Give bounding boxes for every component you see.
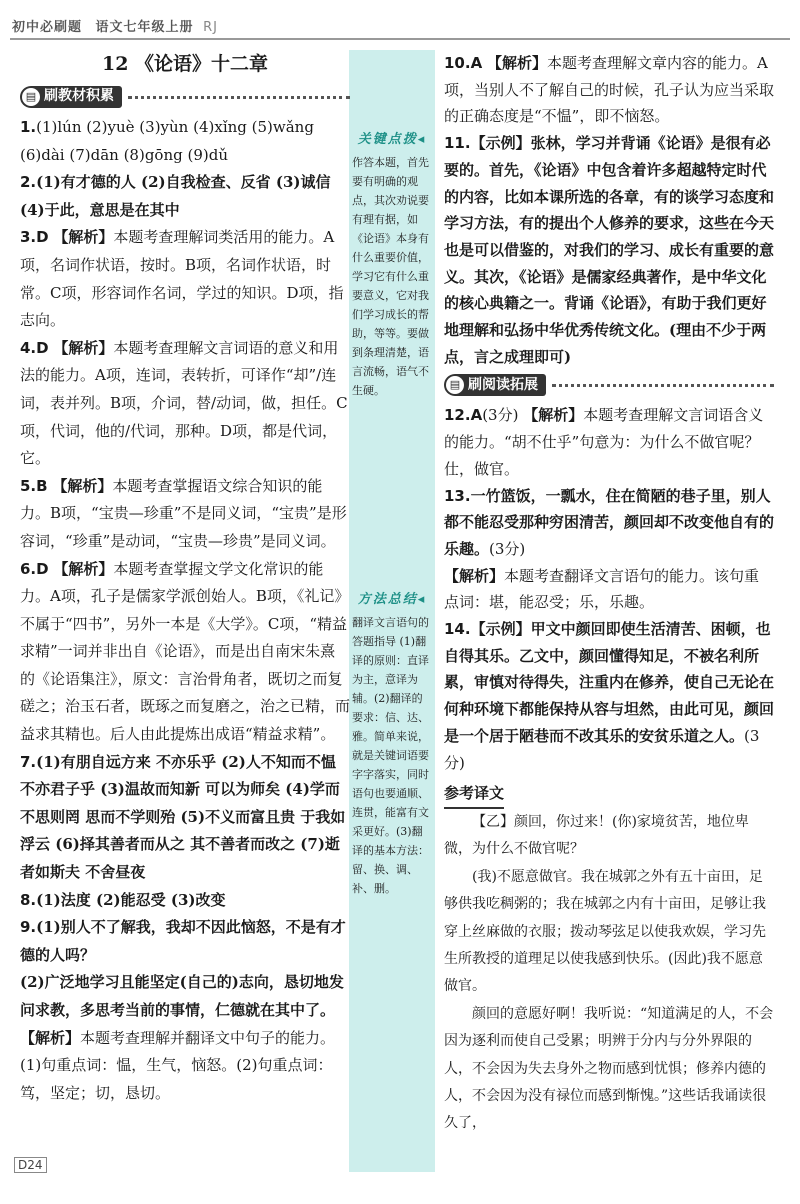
dotted-divider <box>128 96 350 99</box>
header-book: 初中必刷题 <box>12 20 83 35</box>
sidebar-note-key-tips <box>352 130 432 400</box>
answer-item: 4.D 【解析】本题考查理解文言词语的意义和用法的能力。A项，连词，表转折，可译作“却”/连词，表并列。B项，介词，替/动词，做，担任。C项，代词，他的/代词，那种。D项，都是代词，它。 <box>20 338 348 468</box>
dotted-divider <box>552 384 774 387</box>
header-divider <box>10 38 790 40</box>
page-number: D24 <box>14 1157 47 1173</box>
header-edition: RJ <box>203 20 218 35</box>
header-subject: 语文七年级上册 <box>95 20 194 35</box>
left-column <box>20 50 350 1107</box>
section-header-textbook <box>20 84 350 110</box>
answer-item: 11.【示例】张林，学习并背诵《论语》是很有必要的。首先，《论语》中包含着许多超越特定时代的内容，比如本课所选的各章，有的谈学习态度和学习方法，有的提出个人修养的要求，这些在今天也是可以借鉴的，对我们的学习、成长有重要的意义。其次，《论语》是儒家经典著作，是中华文化的核心典籍之一。背诵《论语》，有助于我们更好地理解和弘扬中华优秀传统文化。(理由不少于两点，言之成理即可) <box>444 134 775 366</box>
sidebar-note-body: 作答本题，首先要有明确的观点，其次劝说要有理有据，如《论语》本身有什么重要价值，学习它有什么重要意义，它对我们学习成长的帮助，等等。要做到条理清楚，语言流畅，语气不生硬。 <box>352 156 429 397</box>
translation-paragraph: (我)不愿意做官。我在城郭之外有五十亩田，足够供我吃稠粥的；我在城郭之内有十亩田，足够让我穿上丝麻做的衣服；拨动琴弦足以使我欢娱，学习先生所教授的道理足以使我感到快乐。(因此)我不愿意做官。 <box>444 868 766 995</box>
header-text <box>12 16 218 35</box>
sidebar-note-body: 翻译文言语句的答题指导 (1)翻译的原则：直译为主，意译为辅。(2)翻译的要求：信、达、雅。简单来说，就是关键词语要字字落实，同时语句也要通顺、连贯，能富有文采更好。(3)翻译的基本方法：留、换、调、补、删。 <box>352 616 429 895</box>
section-badge: ▤ 刷教材积累 <box>20 86 122 108</box>
section-badge: ▤ 刷阅读拓展 <box>444 374 546 396</box>
book-icon: ▤ <box>22 88 40 106</box>
answer-item-continued: (2)广泛地学习且能坚定(自己的)志向，恳切地发问求教，多思考当前的事情，仁德就在其中了。 <box>20 973 344 1019</box>
answer-item: 8.(1)法度 (2)能忍受 (3)改变 <box>20 890 226 909</box>
answer-item: 7.(1)有朋自远方来 不亦乐乎 (2)人不知而不愠 不亦君子乎 (3)温故而知新 可以为师矣 (4)学而不思则罔 思而不学则殆 (5)不义而富且贵 于我如浮云 (6)择其善者而从之 其不善者而改之 (7)逝者如斯夫 不舍昼夜 <box>20 752 346 882</box>
right-column <box>444 50 774 1138</box>
book-icon: ▤ <box>446 376 464 394</box>
reference-translation-title: 参考译文 <box>444 780 504 809</box>
answer-item: 9.(1)别人不了解我，我却不因此恼怒，不是有才德的人吗？ <box>20 918 346 964</box>
translation-paragraph: 颜回的意愿好啊！我听说：“知道满足的人，不会因为逐利而使自己受累；明辨于分内与分外界限的人，不会因为失去身外之物而感到忧惧；修养内德的人，不会因为没有禄位而感到惭愧。”这些话我诵读很久了， <box>444 1005 774 1132</box>
sidebar-note-method <box>352 590 432 898</box>
section-header-reading <box>444 372 774 398</box>
chapter-title: 12 《论语》十二章 <box>101 53 269 75</box>
answer-item: 12.A(3分) 【解析】本题考查理解文言词语含义的能力。“胡不仕乎”句意为：为什么不做官呢？仕，做官。 <box>444 406 764 478</box>
answer-item: 5.B 【解析】本题考查掌握语文综合知识的能力。B项，“宝贵—珍重”不是同义词，“宝贵”是形容词，“珍重”是动词，“宝贵—珍贵”是同义词。 <box>20 476 347 550</box>
answer-analysis: 【解析】本题考查理解并翻译文中句子的能力。(1)句重点词：愠，生气，恼怒。(2)句重点词：笃，坚定；切，恳切。 <box>20 1028 336 1102</box>
answer-item: 14.【示例】甲文中颜回即使生活清苦、困顿，也自得其乐。乙文中，颜回懂得知足，不被名利所累，审慎对待得失，注重内在修养，使自己无论在何种环境下都能保持从容与坦然，由此可见，颜回是一个居于陋巷而不改其乐的安贫乐道之人。(3分) <box>444 620 775 772</box>
answer-analysis: 【解析】本题考查翻译文言语句的能力。该句重点词：堪，能忍受；乐，乐趣。 <box>444 566 760 612</box>
sidebar-note-title: 关键点拨◂ <box>357 132 427 147</box>
translation-paragraph: 【乙】颜回，你过来！(你)家境贫苦，地位卑微，为什么不做官呢？ <box>444 813 749 858</box>
answer-item: 2.(1)有才德的人 (2)自我检查、反省 (3)诚信 (4)于此，意思是在其中 <box>20 173 331 219</box>
answer-item: 13.一竹篮饭，一瓢水，住在简陋的巷子里，别人都不能忍受那种穷困清苦，颜回却不改变他自有的乐趣。(3分) <box>444 486 775 558</box>
answer-item: 3.D 【解析】本题考查理解词类活用的能力。A项，名词作状语，按时。B项，名词作状语，时常。C项，形容词作名词，学过的知识。D项，指志向。 <box>20 228 344 330</box>
answer-item: 6.D 【解析】本题考查掌握文学文化常识的能力。A项，孔子是儒家学派创始人。B项，《礼记》不属于“四书”，另外一本是《大学》。C项，“精益求精”一词并非出自《论语》，而是出自南宋朱熹的《论语集注》，原文：言治骨角者，既切之而复磋之；治玉石者，既琢之而复磨之，治之已精，而益求其精也。后人由此提炼出成语“精益求精”。 <box>20 559 351 744</box>
page-header <box>0 0 800 44</box>
sidebar-note-title: 方法总结◂ <box>357 592 427 607</box>
answer-item: 10.A 【解析】本题考查理解文章内容的能力。A项，当别人不了解自己的时候，孔子认为应当采取的正确态度是“不愠”，即不恼怒。 <box>444 54 775 126</box>
answer-item: 1.(1)lún (2)yuè (3)yùn (4)xǐng (5)wǎng (6)dài (7)dān (8)gōng (9)dǔ <box>20 118 314 164</box>
